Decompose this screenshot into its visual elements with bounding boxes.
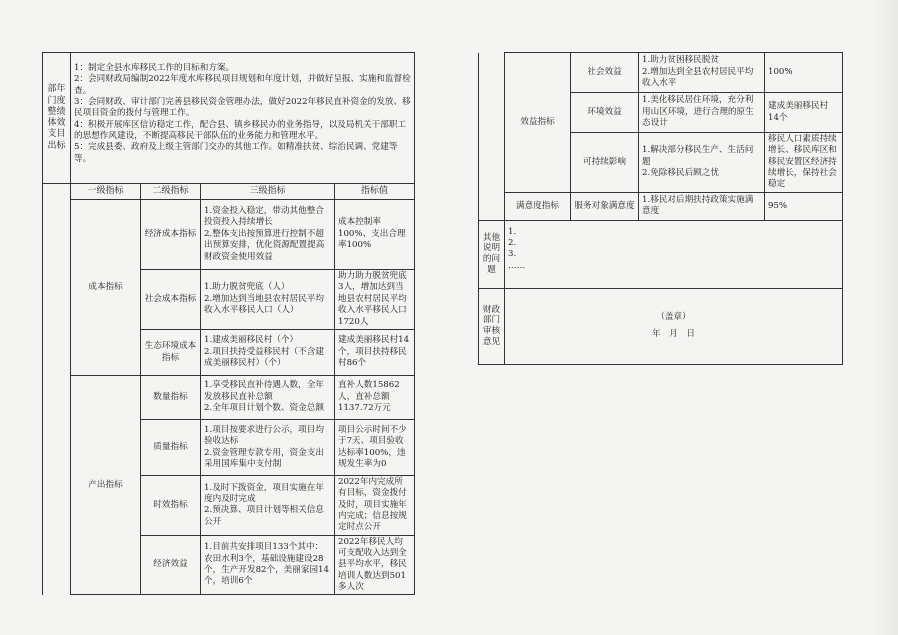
row-value: 建成美丽移民村14个 bbox=[765, 93, 843, 133]
goals-cell bbox=[71, 53, 415, 184]
other-notes-cell bbox=[505, 220, 843, 288]
right-page bbox=[478, 52, 843, 365]
other-notes-label: 其他说明的问题 bbox=[479, 220, 505, 288]
blank-left-column bbox=[43, 184, 71, 595]
row-value: 100% bbox=[765, 53, 843, 93]
header-level3: 三级指标 bbox=[201, 184, 335, 200]
row-value: 成本控制率100%、支出合理率100% bbox=[335, 200, 415, 270]
row-level2: 社会成本指标 bbox=[141, 270, 201, 330]
row-value: 项目公示时间不少于7天、项目验收达标率100%，违规发生率为0 bbox=[335, 420, 415, 476]
row-level2: 经济效益 bbox=[141, 535, 201, 595]
row-value: 助力助力脱贫兜底3人，增加达到当地县农村居民平均收入水平移民人口1720人 bbox=[335, 270, 415, 330]
goal-item: 1：制定全县水库移民工作的目标和方案。 bbox=[74, 63, 235, 73]
row-level2: 生态环境成本指标 bbox=[141, 330, 201, 376]
goal-item: 3：会同财政、审计部门完善县移民资金管理办法，做好2022年移民直补资金的发放、移民项目资金的拨付与管理工作。 bbox=[74, 97, 411, 119]
satisfaction-level3: 1.移民对后期扶持政策实施满意度 bbox=[639, 192, 765, 220]
note-line: 3. bbox=[508, 249, 517, 260]
row-level3: 1.助力脱贫兜底（人） 2.增加达到当地县农村居民平均收入水平移民人口（人） bbox=[201, 270, 335, 330]
row-level3: 1.解决部分移民生产、生活问题 2.免除移民后顾之忧 bbox=[639, 133, 765, 193]
row-value: 移民人口素质持续增长、移民库区和移民安置区经济持续增长，保持社会稳定 bbox=[765, 133, 843, 193]
output-indicator-label: 产出指标 bbox=[71, 376, 141, 595]
row-level3: 1.项目按要求进行公示，项目均验收达标 2.资金管理专款专用，资金支出采用国库集中支付制 bbox=[201, 420, 335, 476]
row-level2: 社会效益 bbox=[571, 53, 639, 93]
note-line: …… bbox=[508, 260, 526, 271]
row-value: 直补人数15862人，直补总额1137.72万元 bbox=[335, 376, 415, 420]
left-page bbox=[42, 52, 415, 595]
row-level2: 数量指标 bbox=[141, 376, 201, 420]
note-line: 1. bbox=[508, 226, 517, 237]
seal-text: （盖章） bbox=[656, 311, 691, 322]
header-value: 指标值 bbox=[335, 184, 415, 200]
other-notes-table bbox=[478, 220, 843, 365]
row-level3: 1.建成美丽移民村（个） 2.项目扶持受益移民村（不含建成美丽移民村）（个） bbox=[201, 330, 335, 376]
goal-item: 5：完成县委、政府及上级主管部门交办的其他工作。如精准扶贫、综治民调、党建等等。 bbox=[74, 142, 398, 164]
goal-item: 2：会同财政局编制2022年度水库移民项目规划和年度计划，并做好呈报、实施和监督检查。 bbox=[74, 74, 411, 96]
row-level3: 1.目前共安排项目133个其中：农田水利3个，基础设施建设28个，生产开发82个，美丽家园14个，培训6个 bbox=[201, 535, 335, 595]
satisfaction-level2: 服务对象满意度 bbox=[571, 192, 639, 220]
header-level2: 二级指标 bbox=[141, 184, 201, 200]
row-level3: 1.及时下拨资金，项目实施在年度内及时完成 2.预决算、项目计划等相关信息公开 bbox=[201, 476, 335, 536]
row-value: 2022年内完成所有目标，资金拨付及时，项目实施年内完成；信息按规定时点公开 bbox=[335, 476, 415, 536]
page-edge-shadow bbox=[870, 0, 898, 635]
row-level2: 质量指标 bbox=[141, 420, 201, 476]
cost-indicator-label: 成本指标 bbox=[71, 200, 141, 376]
blank-left-column bbox=[479, 53, 505, 221]
goals-label: 部年门度整绩体效支目出标 bbox=[43, 53, 71, 184]
row-level3: 1.享受移民直补待遇人数，全年发放移民直补总额 2.全年项目计划个数、资金总额 bbox=[201, 376, 335, 420]
note-line: 2. bbox=[508, 238, 517, 249]
header-level1: 一级指标 bbox=[71, 184, 141, 200]
indicator-table bbox=[42, 183, 415, 595]
row-value: 建成美丽移民村14个，项目扶持移民村86个 bbox=[335, 330, 415, 376]
row-level3: 1.助力贫困移民脱贫 2.增加达到全县农村居民平均收入水平 bbox=[639, 53, 765, 93]
finance-review-cell bbox=[505, 288, 843, 364]
row-level2: 可持续影响 bbox=[571, 133, 639, 193]
row-level2: 时效指标 bbox=[141, 476, 201, 536]
benefit-indicator-label: 效益指标 bbox=[505, 53, 571, 193]
row-level2: 环境效益 bbox=[571, 93, 639, 133]
row-level2: 经济成本指标 bbox=[141, 200, 201, 270]
row-level3: 1.资金投入稳定，带动其他整合投资投入持续增长 2.整体支出按预算进行控制不超出预算安排，优化资源配置提高财政资金使用效益 bbox=[201, 200, 335, 270]
row-value: 2022年移民人均可支配收入达到全县平均水平，移民培训人数达到501多人次 bbox=[335, 535, 415, 595]
row-level3: 1.美化移民居住环境，充分利用山区环境，进行合理的原生态设计 bbox=[639, 93, 765, 133]
right-indicator-table bbox=[478, 52, 843, 221]
date-text: 年 月 日 bbox=[652, 329, 695, 340]
performance-goals-table bbox=[42, 52, 415, 184]
satisfaction-indicator-label: 满意度指标 bbox=[505, 192, 571, 220]
goal-item: 4：积极开展库区信访稳定工作，配合县、镇乡移民办的业务指导，以及局机关干部职工的思想作风建设，不断提高移民干部队伍的业务能力和管理水平。 bbox=[74, 119, 407, 142]
finance-review-label: 财政部门审核意见 bbox=[479, 288, 505, 364]
satisfaction-value: 95% bbox=[765, 192, 843, 220]
